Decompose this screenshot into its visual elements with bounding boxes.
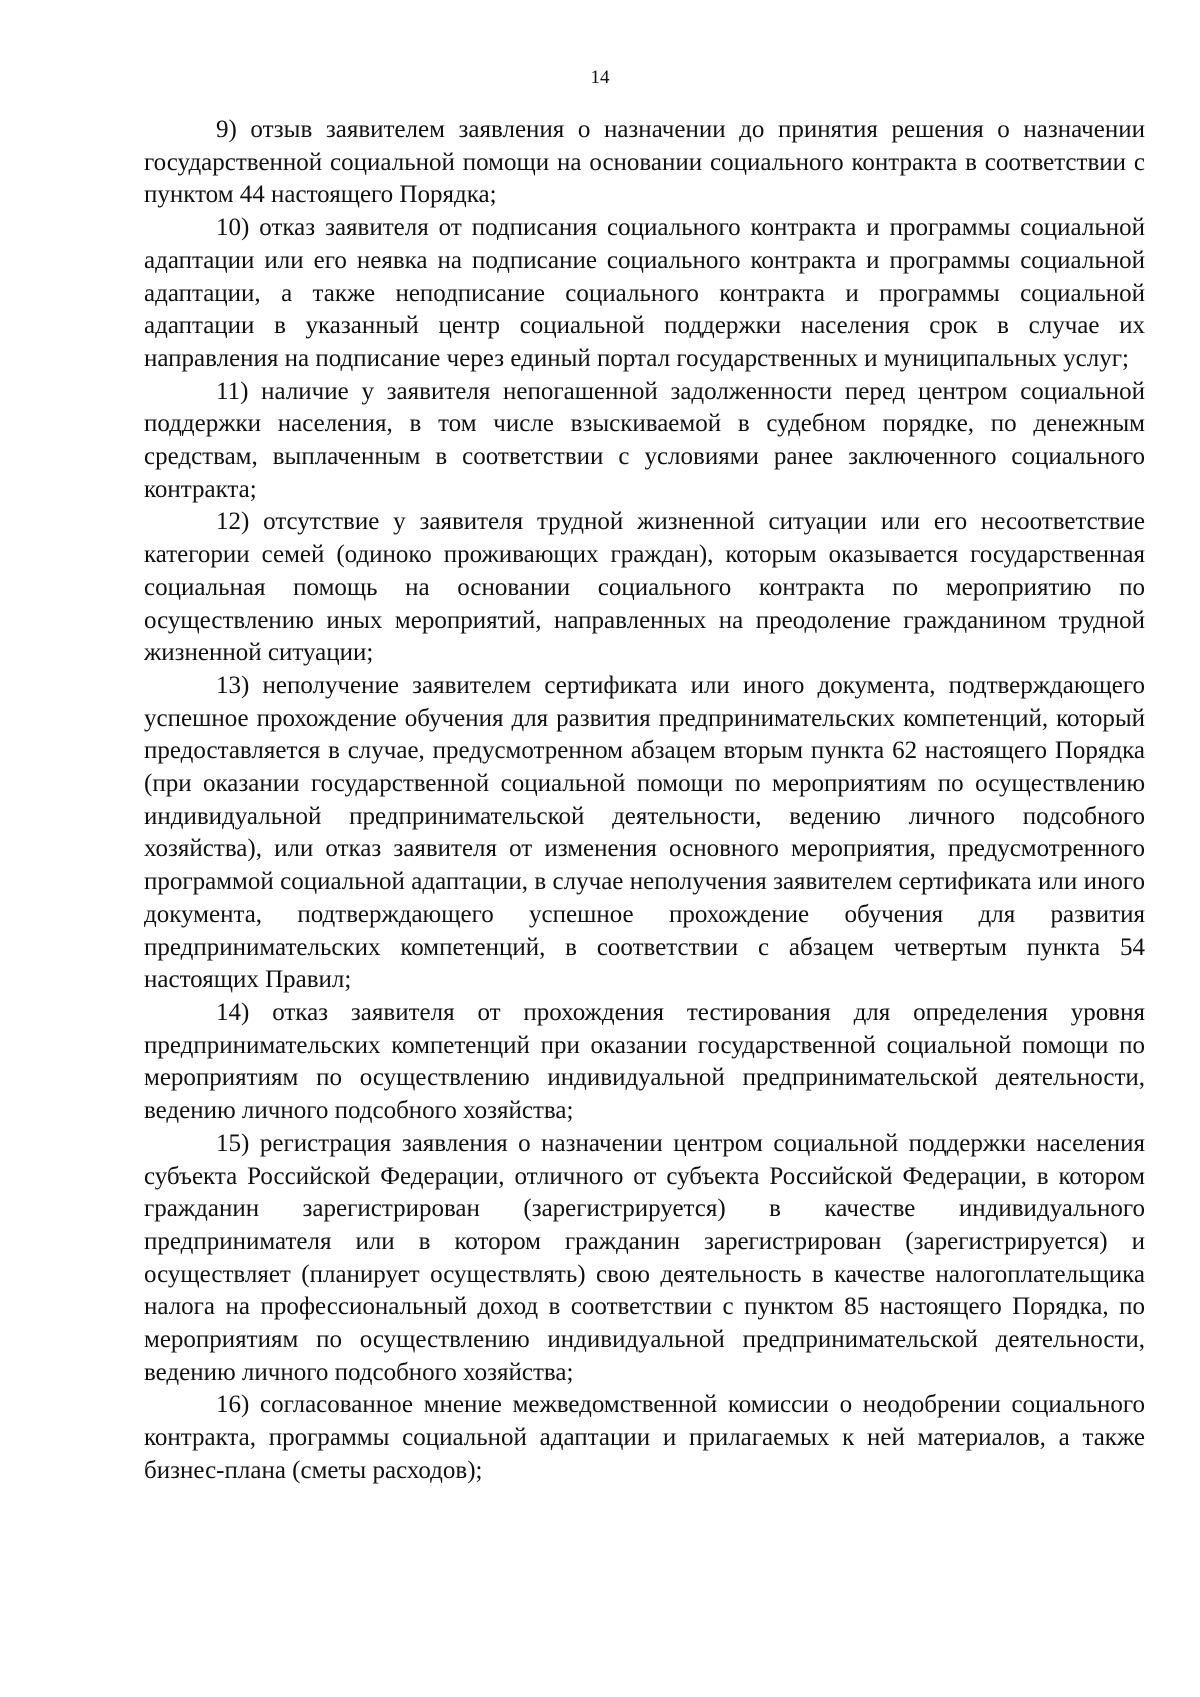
- list-item-15: 15) регистрация заявления о назначении центром социальной поддержки населения субъекта Российской Федерации, отличного от субъекта Российской Федерации, в котором гражданин зарегистрирован (зарегистрируется) в качестве индивидуального предпринимателя или в котором гражданин зарегистрирован (зарегистрируется) и осуществляет (планирует осуществлять) свою деятельность в качестве налогоплательщика налога на профессиональный доход в соответствии с пунктом 85 настоящего Порядка, по мероприятиям по осуществлению индивидуальной предпринимательской деятельности, ведению личного подсобного хозяйства;: [144, 1129, 1145, 1386]
- list-item-13: 13) неполучение заявителем сертификата или иного документа, подтверждающего успешное прохождение обучения для развития предпринимательских компетенций, который предоставляется в случае, предусмотренном абзацем вторым пункта 62 настоящего Порядка (при оказании государственной социальной помощи по мероприятиям по осуществлению индивидуальной предпринимательской деятельности, ведению личного подсобного хозяйства), или отказ заявителя от изменения основного мероприятия, предусмотренного программой социальной адаптации, в случае неполучения заявителем сертификата или иного документа, подтверждающего успешное прохождение обучения для развития предпринимательских компетенций, в соответствии с абзацем четвертым пункта 54 настоящих Правил;: [144, 671, 1145, 994]
- list-item-11: 11) наличие у заявителя непогашенной задолженности перед центром социальной поддержки населения, в том числе взыскиваемой в судебном порядке, по денежным средствам, выплаченным в соответствии с условиями ранее заключенного социального контракта;: [144, 377, 1145, 503]
- list-item-9: 9) отзыв заявителем заявления о назначении до принятия решения о назначении государственной социальной помощи на основании социального контракта в соответствии с пунктом 44 настоящего Порядка;: [144, 116, 1145, 209]
- list-item-12: 12) отсутствие у заявителя трудной жизненной ситуации или его несоответствие категории семей (одиноко проживающих граждан), которым оказывается государственная социальная помощь на основании социального контракта по мероприятию по осуществлению иных мероприятий, направленных на преодоление гражданином трудной жизненной ситуации;: [144, 508, 1145, 667]
- list-item-10: 10) отказ заявителя от подписания социального контракта и программы социальной адаптации или его неявка на подписание социального контракта и программы социальной адаптации, а также неподписание социального контракта и программы социальной адаптации в указанный центр социальной поддержки населения срок в случае их направления на подписание через единый портал государственных и муниципальных услуг;: [144, 214, 1145, 372]
- document-body: [144, 114, 1145, 1488]
- list-item-16: 16) согласованное мнение межведомственной комиссии о неодобрении социального контракта, программы социальной адаптации и прилагаемых к ней материалов, а также бизнес-плана (сметы расходов);: [144, 1391, 1145, 1484]
- page-number: 14: [590, 67, 610, 88]
- list-item-14: 14) отказ заявителя от прохождения тестирования для определения уровня предпринимательских компетенций при оказании государственной социальной помощи по мероприятиям по осуществлению индивидуальной предпринимательской деятельности, ведению личного подсобного хозяйства;: [144, 998, 1145, 1125]
